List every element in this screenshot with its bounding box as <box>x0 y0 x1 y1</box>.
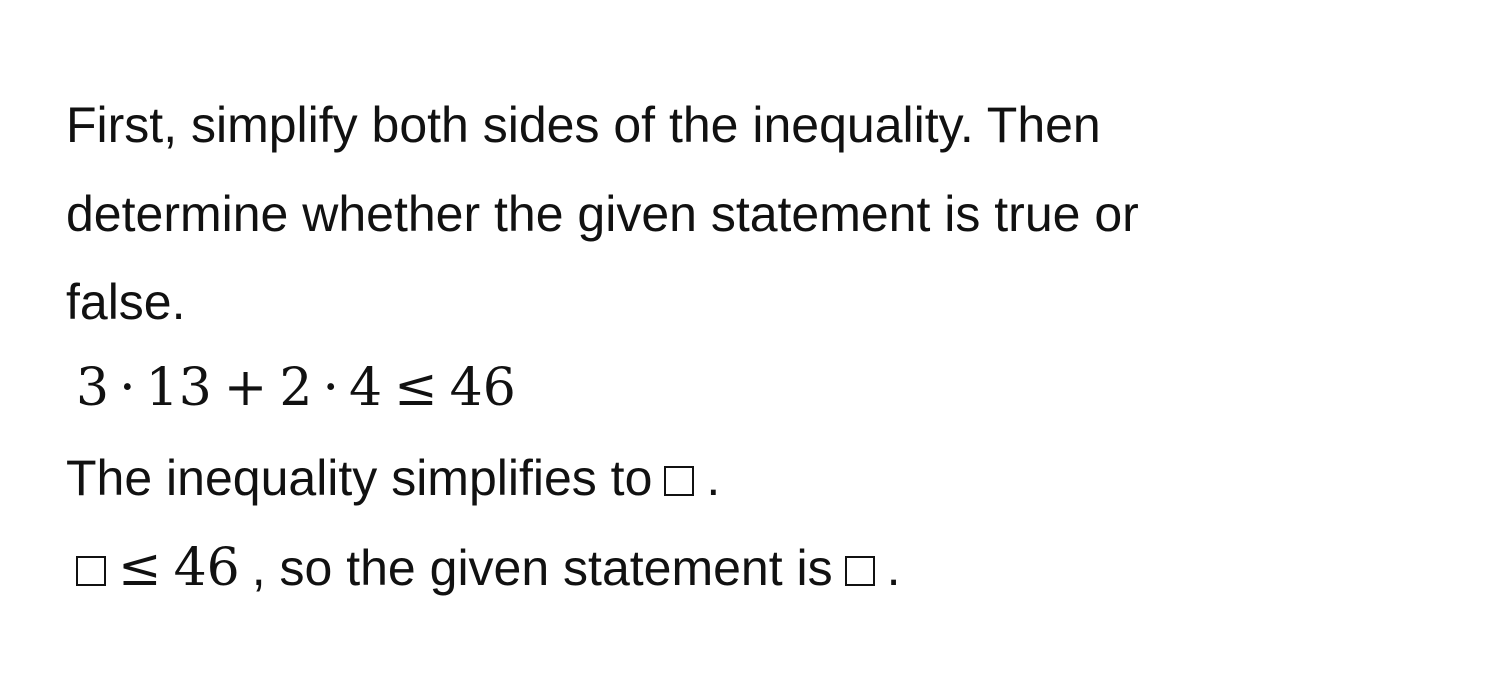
expr-plus: + <box>223 358 268 418</box>
expr-leq: ≤ <box>394 358 438 418</box>
step1-line <box>66 448 720 508</box>
step2-rhs: 46 <box>173 538 240 598</box>
expr-term-4: 4 <box>349 358 383 418</box>
answer-box-truth-value[interactable] <box>845 556 875 586</box>
expr-rhs: 46 <box>449 358 516 418</box>
inequality-expression <box>76 358 516 418</box>
expr-multiply-1: · <box>119 358 136 418</box>
expr-term-13: 13 <box>145 358 212 418</box>
prompt-line-2: determine whether the given statement is true or <box>66 186 1139 242</box>
step1-text: The inequality simplifies to <box>66 450 653 506</box>
expr-multiply-2: · <box>322 358 339 418</box>
step2-leq: ≤ <box>118 538 162 598</box>
expr-term-3: 3 <box>76 358 110 418</box>
step2-period: . <box>886 540 901 596</box>
expr-term-2: 2 <box>279 358 313 418</box>
prompt-line-1: First, simplify both sides of the inequality. Then <box>66 97 1101 153</box>
answer-box-simplified[interactable] <box>664 466 694 496</box>
prompt-line-3: false. <box>66 274 186 330</box>
step1-period: . <box>706 450 721 506</box>
step2-text: , so the given statement is <box>251 540 833 596</box>
answer-box-left-value[interactable] <box>76 556 106 586</box>
step2-line <box>76 538 901 598</box>
